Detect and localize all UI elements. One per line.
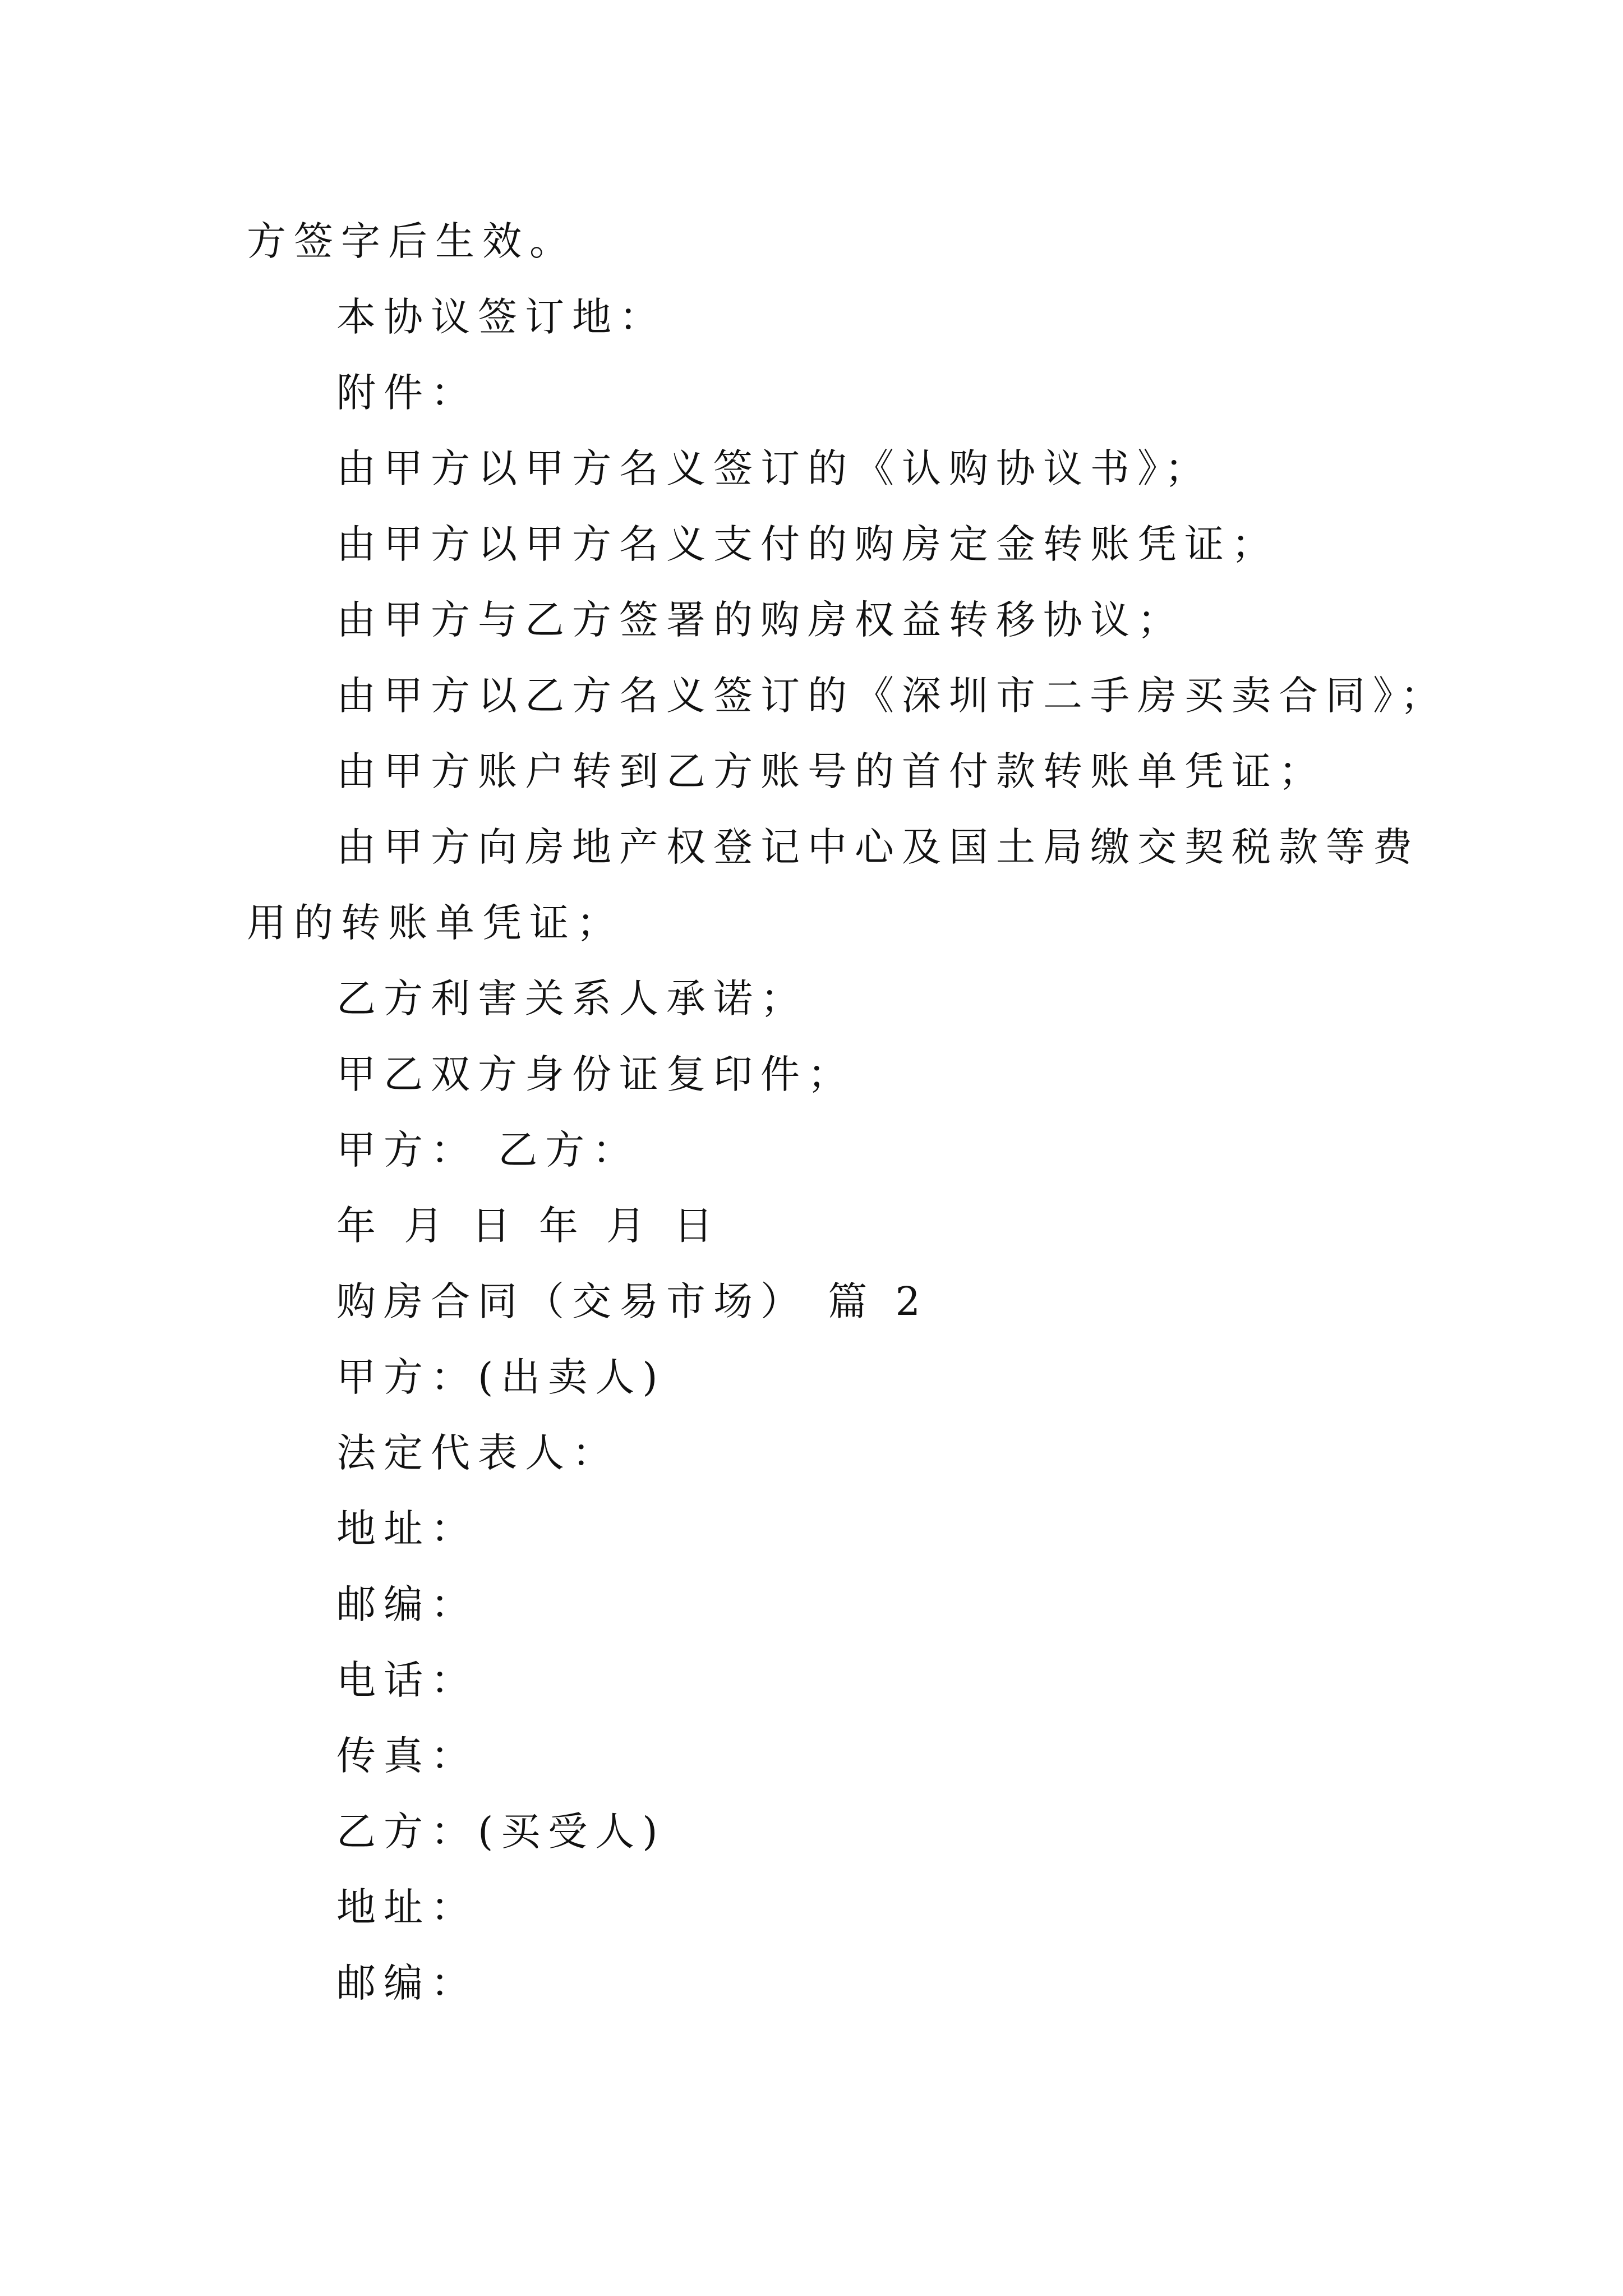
text-line-attachment-8: 甲乙双方身份证复印件； <box>336 1051 855 1097</box>
text-line-attachment-6-cont: 用的转账单凭证； <box>247 900 624 946</box>
party-a-seller: 甲方：(出卖人) <box>336 1354 666 1400</box>
party-b-address-field: 地址： <box>336 1884 478 1930</box>
party-b-buyer: 乙方：(买受人) <box>336 1809 666 1855</box>
text-line-attachment-3: 由甲方与乙方签署的购房权益转移协议； <box>336 597 1184 643</box>
text-line-attachment-7: 乙方利害关系人承诺； <box>336 976 808 1022</box>
party-a-address-field: 地址： <box>336 1506 478 1552</box>
signature-parties: 甲方： 乙方： <box>336 1127 640 1173</box>
section-title: 购房合同（交易市场） 篇 2 <box>336 1278 929 1324</box>
party-a-phone-field: 电话： <box>336 1657 478 1703</box>
legal-representative-field: 法定代表人： <box>336 1430 619 1476</box>
party-b-postcode-field: 邮编： <box>336 1960 478 2006</box>
text-line-attachment-6: 由甲方向房地产权登记中心及国土局缴交契税款等费 <box>336 824 1420 870</box>
text-line-attachment-2: 由甲方以甲方名义支付的购房定金转账凭证； <box>336 521 1279 567</box>
text-line-attachments: 附件： <box>336 370 478 416</box>
text-line-attachment-4: 由甲方以乙方名义签订的《深圳市二手房买卖合同》； <box>336 673 1447 719</box>
text-line-effective: 方签字后生效。 <box>247 218 577 264</box>
text-line-attachment-1: 由甲方以甲方名义签订的《认购协议书》； <box>336 445 1212 491</box>
party-a-postcode-field: 邮编： <box>336 1581 478 1627</box>
text-line-signing-place: 本协议签订地： <box>336 294 666 340</box>
text-line-attachment-5: 由甲方账户转到乙方账号的首付款转账单凭证； <box>336 748 1326 794</box>
party-a-fax-field: 传真： <box>336 1733 478 1779</box>
signature-dates: 年 月 日 年 月 日 <box>336 1203 721 1249</box>
